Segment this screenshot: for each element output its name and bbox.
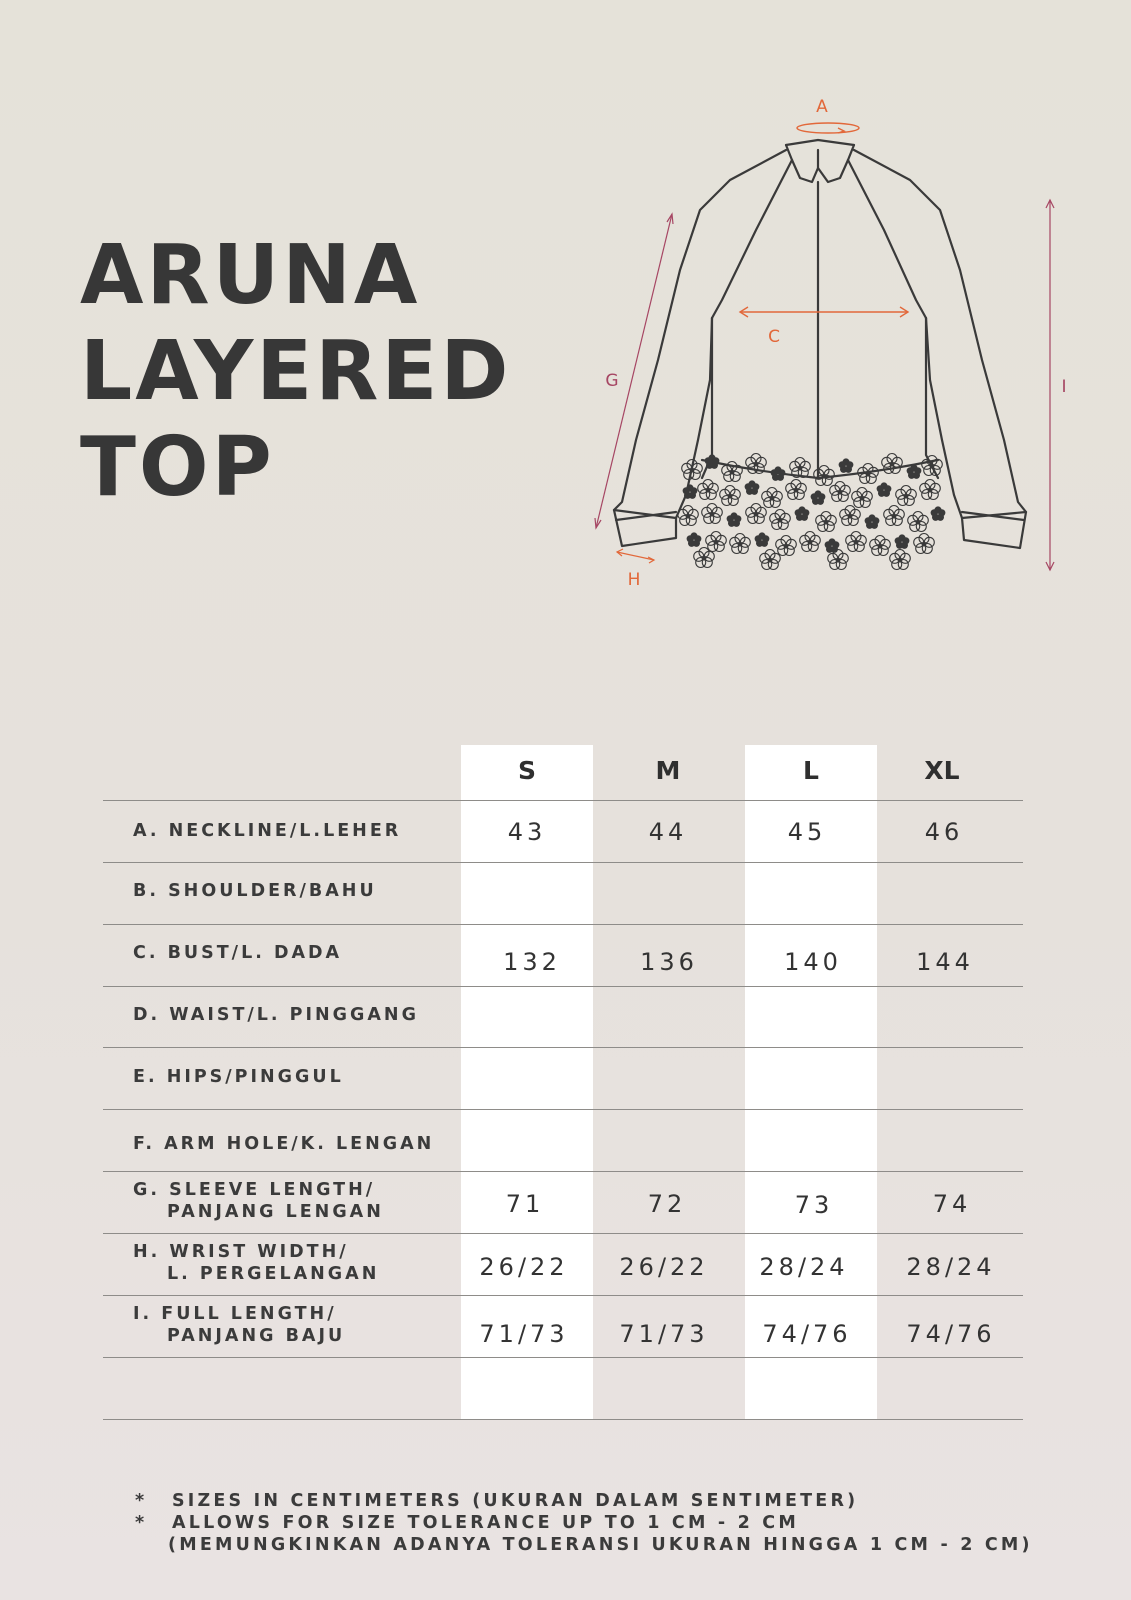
product-title-line-1: ARUNA: [80, 228, 421, 323]
size-column-highlight-s: [461, 745, 593, 1419]
table-cell: 74/76: [762, 1320, 852, 1348]
size-header-m: M: [655, 756, 681, 785]
row-label-hips: E. HIPS/PINGGUL: [133, 1067, 344, 1087]
row-label-arm-hole: F. ARM HOLE/K. LENGAN: [133, 1134, 435, 1154]
table-cell: 46: [924, 818, 964, 846]
note-units: * SIZES IN CENTIMETERS (UKURAN DALAM SENTIMETER): [135, 1491, 859, 1511]
row-label-wrist-width: H. WRIST WIDTH/ L. PERGELANGAN: [133, 1242, 380, 1284]
row-label-waist: D. WAIST/L. PINGGANG: [133, 1005, 419, 1025]
size-column-highlight-l: [745, 745, 877, 1419]
garment-measurement-diagram: [570, 90, 1070, 600]
table-cell: 43: [507, 818, 547, 846]
row-label-bust: C. BUST/L. DADA: [133, 943, 343, 963]
table-divider: [103, 986, 1023, 987]
table-cell: 71/73: [619, 1320, 709, 1348]
measurement-h-wrist: [617, 549, 654, 563]
jacket-outline: [614, 140, 1026, 548]
table-divider: [103, 862, 1023, 863]
product-title-line-2: LAYERED: [80, 324, 512, 419]
table-cell: 132: [503, 948, 561, 976]
row-label-neckline: A. NECKLINE/L.LEHER: [133, 821, 402, 841]
table-cell: 44: [648, 818, 688, 846]
size-header-l: L: [803, 756, 819, 785]
label-a: A: [816, 97, 828, 117]
measurement-a-neckline: [797, 123, 859, 133]
row-label-full-length: I. FULL LENGTH/ PANJANG BAJU: [133, 1304, 346, 1346]
table-cell: 140: [784, 948, 842, 976]
table-cell: 136: [640, 948, 698, 976]
table-cell: 144: [916, 948, 974, 976]
table-cell: 28/24: [906, 1253, 996, 1281]
row-label-sleeve-length: G. SLEEVE LENGTH/ PANJANG LENGAN: [133, 1180, 384, 1222]
measurement-c-bust: [740, 307, 908, 317]
table-cell: 74/76: [906, 1320, 996, 1348]
table-divider: [103, 1109, 1023, 1110]
table-divider: [103, 924, 1023, 925]
table-divider: [103, 1047, 1023, 1048]
table-cell: 45: [787, 818, 827, 846]
table-divider: [103, 800, 1023, 801]
note-tolerance: * ALLOWS FOR SIZE TOLERANCE UP TO 1 CM - 2 CM: [135, 1513, 799, 1533]
table-cell: 74: [932, 1190, 972, 1218]
table-divider: [103, 1171, 1023, 1172]
table-divider: [103, 1233, 1023, 1234]
table-divider: [103, 1419, 1023, 1420]
label-i: I: [1061, 377, 1067, 397]
table-divider: [103, 1357, 1023, 1358]
measurement-i-length: [1046, 200, 1054, 570]
product-title: [80, 228, 511, 516]
row-label-shoulder: B. SHOULDER/BAHU: [133, 881, 377, 901]
label-h: H: [627, 570, 641, 590]
table-cell: 26/22: [479, 1253, 569, 1281]
table-divider: [103, 1295, 1023, 1296]
label-c: C: [768, 327, 780, 347]
product-title-line-3: TOP: [80, 420, 275, 515]
label-g: G: [605, 371, 619, 391]
table-cell: 26/22: [619, 1253, 709, 1281]
lace-hem-pattern: [678, 454, 946, 570]
note-tolerance-translation: (MEMUNGKINKAN ADANYA TOLERANSI UKURAN HINGGA 1 CM - 2 CM): [168, 1535, 1033, 1555]
size-notes: [135, 1490, 1033, 1556]
table-cell: 72: [647, 1190, 687, 1218]
table-cell: 73: [794, 1191, 834, 1219]
table-cell: 28/24: [759, 1253, 849, 1281]
size-header-xl: XL: [924, 756, 960, 785]
table-cell: 71: [505, 1190, 545, 1218]
table-cell: 71/73: [479, 1320, 569, 1348]
size-header-s: S: [517, 756, 536, 785]
